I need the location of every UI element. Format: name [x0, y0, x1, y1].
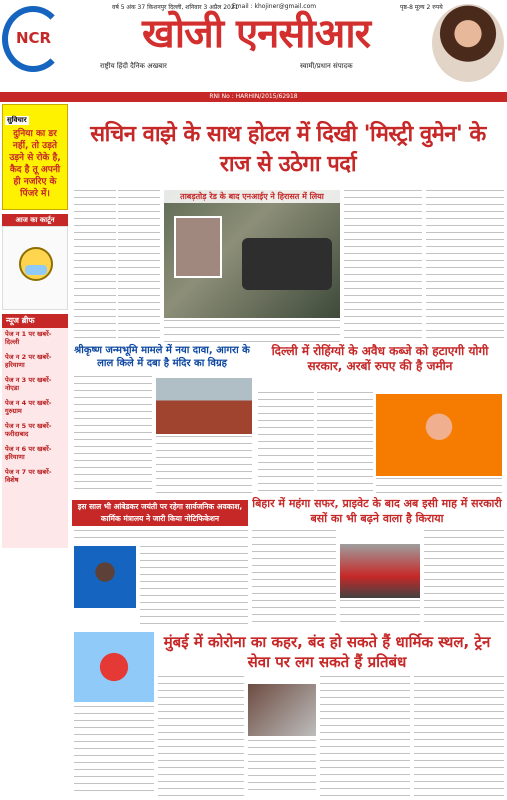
rohingya-headline[interactable]: दिल्ली में रोहिंग्याें के अवैध कब्जे को हटाएगी योगी सरकार, अरबों रुपए की है जमीन — [271, 344, 489, 373]
cartoon-mask-icon — [25, 265, 47, 275]
rohingya-story-column — [376, 478, 502, 494]
mumbai-story-column — [248, 740, 316, 796]
red-fort-photo — [156, 378, 252, 434]
bihar-story-column — [424, 530, 504, 626]
bihar-headline[interactable]: बिहार में महंगा सफर, प्राइवेट के बाद अब इसी माह में सरकारी बसों का भी बढ़ने वाला है किराया — [252, 497, 502, 525]
lead-photo-label: ताबड़तोड़ रेड के बाद एनआईए ने हिरासत में लिया — [164, 190, 340, 203]
cartoon-label: आज का कार्टून — [2, 214, 68, 226]
editor-line: स्वामी/प्रधान संपादक — [300, 62, 353, 70]
car-photo — [242, 238, 332, 290]
mumbai-story-column — [320, 676, 410, 796]
rni-bar: RNI No : HARHIN/2015/62918 — [0, 92, 507, 102]
ambedkar-photo — [74, 546, 136, 608]
news-brief-list — [2, 328, 68, 548]
pages-price: पृष्ठ-8 मूल्य 2 रुपये — [400, 4, 443, 11]
newspaper-logo — [2, 6, 64, 76]
mumbai-story-column — [158, 676, 244, 796]
ambedkar-story-column — [140, 546, 248, 626]
photo-caption — [164, 320, 340, 342]
cartoon-image — [2, 226, 68, 310]
suspect-photo — [174, 216, 222, 278]
lead-story-column — [344, 190, 422, 340]
lead-story-column — [426, 190, 504, 340]
ambedkar-story-column — [74, 530, 248, 542]
mumbai-headline[interactable]: मुंबई में कोरोना का कहर, बंद हो सकते हैं धार्मिक स्थल, ट्रेन सेवा पर लग सकते हैं प्रतिबंध — [163, 633, 491, 671]
tagline: राष्ट्रीय हिंदी दैनिक अखबार — [100, 62, 167, 70]
coronavirus-photo — [74, 632, 154, 702]
suvichar-box — [2, 104, 68, 210]
logo-text: NCR — [16, 29, 52, 47]
mumbai-story-column — [414, 676, 504, 796]
left-column — [2, 104, 68, 800]
lead-story-column — [118, 190, 160, 340]
cartoon-face-icon — [19, 247, 53, 281]
krishna-headline[interactable]: श्रीकृष्ण जन्मभूमि मामले में नया दावा, आगरा के लाल किले में दबा है मंदिर का विग्रह — [74, 345, 250, 369]
suvichar-label: सुविचार — [7, 116, 27, 124]
brief-item[interactable]: पेज न 3 पर खबरें- नोएडा — [5, 376, 52, 392]
rohingya-story-column — [258, 392, 314, 494]
bihar-story-column — [252, 530, 336, 626]
lead-photo — [164, 190, 340, 318]
yogi-photo — [376, 394, 502, 476]
bihar-story-column — [340, 600, 420, 626]
rohingya-story-column — [317, 392, 373, 494]
lead-headline[interactable]: सचिन वाझे के साथ होटल में दिखी 'मिस्ट्री वुमेन' के राज से उठेगा पर्दा — [90, 122, 486, 177]
email-text: Email : khojiner@gmail.com — [232, 3, 317, 10]
lead-story-column — [74, 190, 116, 340]
mumbai-story-column — [74, 706, 154, 796]
ambedkar-headline[interactable]: इस साल भी आंबेडकर जयंती पर रहेगा सार्वजनिक अवकाश, कार्मिक मंत्रालय ने जारी किया नोटिफिकेशन — [72, 500, 248, 526]
suvichar-text: दुनिया का डर नहीं, तो उड़ते उड़ने से रोके है, कैद है तू अपनी ही नजरिए के पिंजरे में। — [9, 129, 61, 199]
issue-line: वर्ष 5 अंक 37 किशनपुर दिल्ली, शनिवार 3 अप्रैल 2021 — [112, 4, 239, 11]
mumbai-street-photo — [248, 684, 316, 736]
brief-item[interactable]: पेज न 2 पर खबरें- हरियाणा — [5, 353, 52, 369]
news-brief-label: न्यूज ब्रीफ — [2, 314, 68, 328]
brief-item[interactable]: पेज न 6 पर खबरें- हरियाणा — [5, 445, 52, 461]
krishna-story-column — [156, 436, 252, 494]
brief-item[interactable]: पेज न 7 पर खबरें- विशेष — [5, 468, 52, 484]
editor-portrait — [432, 4, 504, 82]
krishna-story-column — [74, 376, 152, 494]
bus-photo — [340, 544, 420, 598]
newspaper-title: खोजी एनसीआर — [141, 10, 370, 57]
brief-item[interactable]: पेज न 5 पर खबरें- फरीदाबाद — [5, 422, 52, 438]
brief-item[interactable]: पेज न 4 पर खबरें- गुरुग्राम — [5, 399, 52, 415]
brief-item[interactable]: पेज न 1 पर खबरें- दिल्ली — [5, 330, 52, 346]
